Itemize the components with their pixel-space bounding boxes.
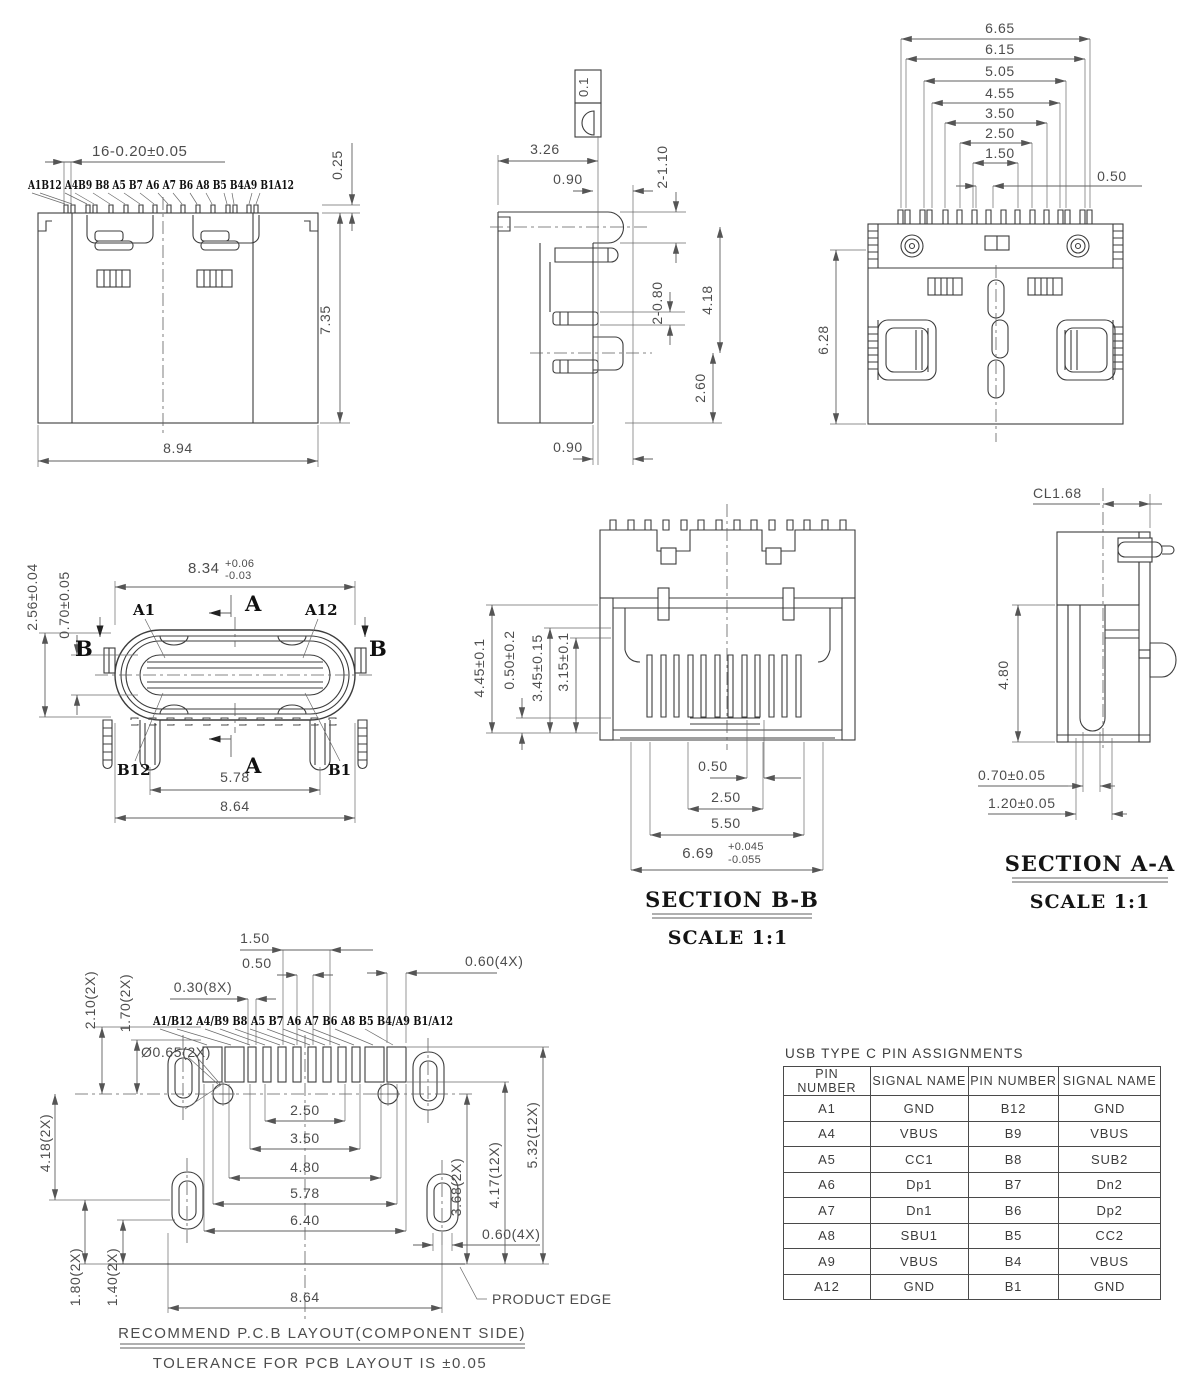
dim-2-60: 2.60 xyxy=(692,373,708,403)
dim-2-50: 2.50 xyxy=(711,789,741,805)
pcb-pad-labels: A1/B12 A4/B9 B8 A5 B7 A6 A7 B6 A8 B5 B4/A9 B1/A12 xyxy=(152,1013,453,1028)
dim-2-56: 2.56±0.04 xyxy=(24,563,40,631)
pin-cell: B7 xyxy=(968,1172,1058,1198)
dim-6-28: 6.28 xyxy=(815,325,831,355)
pin-cell: B12 xyxy=(968,1096,1058,1122)
pin-cell: B8 xyxy=(968,1147,1058,1173)
signal-cell: VBUS xyxy=(870,1121,968,1147)
dim-2-50: 2.50 xyxy=(290,1102,320,1118)
dim-3-50: 3.50 xyxy=(985,105,1015,121)
dim-2-10-2x: 2.10(2X) xyxy=(82,970,98,1030)
section-bb-geometry xyxy=(600,504,855,750)
pin-cell: A7 xyxy=(784,1198,871,1224)
pin-labels-row: A1B12 A4B9 B8 A5 B7 A6 A7 B6 A8 B5 B4A9 B1A12 xyxy=(27,177,295,192)
product-edge-label: PRODUCT EDGE xyxy=(492,1291,612,1307)
table-row xyxy=(784,1147,1161,1173)
dim-6-40: 6.40 xyxy=(290,1212,320,1228)
section-b-label-right: B xyxy=(369,636,387,661)
dim-8-64: 8.64 xyxy=(220,798,250,814)
signal-cell: VBUS xyxy=(1059,1121,1161,1147)
side-view-dimensions xyxy=(498,136,722,465)
dim-1-70-2x: 1.70(2X) xyxy=(117,973,133,1033)
view-rear xyxy=(815,10,1200,460)
table-row xyxy=(784,1121,1161,1147)
dim-hole-0-65: Ø0.65(2X) xyxy=(141,1044,211,1060)
table-row xyxy=(784,1198,1161,1224)
view-front xyxy=(25,525,410,840)
view-pcb-layout xyxy=(35,925,620,1385)
section-bb-scale: SCALE 1:1 xyxy=(667,927,789,949)
top-view-geometry xyxy=(38,197,318,435)
dim-0-90-top: 0.90 xyxy=(553,171,583,187)
pin-cell: A12 xyxy=(784,1274,871,1300)
section-a-label-bottom: A xyxy=(245,753,262,778)
section-aa-scale: SCALE 1:1 xyxy=(1029,891,1151,913)
dim-6-69: 6.69 xyxy=(682,845,714,862)
pin-a12-label: A12 xyxy=(305,601,338,619)
section-b-label-left: B xyxy=(75,636,93,661)
view-top xyxy=(20,135,370,475)
rear-view-height-dim xyxy=(830,250,866,424)
signal-cell: CC2 xyxy=(1059,1223,1161,1249)
col-header-signal-1: SIGNAL NAME xyxy=(870,1067,968,1096)
pin-cell: A6 xyxy=(784,1172,871,1198)
dim-5-05: 5.05 xyxy=(985,63,1015,79)
pin-cell: B1 xyxy=(968,1274,1058,1300)
rear-view-geometry xyxy=(868,210,1123,442)
dim-3-68-2x: 3.68(2X) xyxy=(448,1157,464,1217)
signal-cell: GND xyxy=(1059,1274,1161,1300)
dim-6-69-plus: +0.045 xyxy=(728,841,764,853)
pin-table-title: USB TYPE C PIN ASSIGNMENTS xyxy=(785,1046,1024,1061)
table-header-row xyxy=(784,1067,1161,1096)
dim-6-15: 6.15 xyxy=(985,41,1015,57)
dim-5-78: 5.78 xyxy=(290,1185,320,1201)
signal-cell: Dp1 xyxy=(870,1172,968,1198)
dim-0-50: 0.50 xyxy=(1097,168,1127,184)
gdt-flatness-value: 0.1 xyxy=(576,77,591,97)
dim-pitch: 16-0.20±0.05 xyxy=(92,143,188,160)
pin-assignment-table xyxy=(783,1046,1161,1300)
dim-cl-1-68: CL1.68 xyxy=(1033,485,1082,501)
dim-8-64: 8.64 xyxy=(290,1289,320,1305)
dim-0-50: 0.50 xyxy=(242,955,272,971)
col-header-signal-2: SIGNAL NAME xyxy=(1059,1067,1161,1096)
signal-cell: Dp2 xyxy=(1059,1198,1161,1224)
dim-3-45: 3.45±0.15 xyxy=(529,634,545,702)
dim-7-35: 7.35 xyxy=(317,305,333,335)
signal-cell: VBUS xyxy=(1059,1249,1161,1275)
dim-0-90-bottom: 0.90 xyxy=(553,439,583,455)
dim-4-45: 4.45±0.1 xyxy=(471,638,487,698)
pin-cell: A8 xyxy=(784,1223,871,1249)
dim-1-20-tol: 1.20±0.05 xyxy=(988,795,1056,811)
dim-4-18: 4.18 xyxy=(699,285,715,315)
dim-1-50: 1.50 xyxy=(240,930,270,946)
section-bb-title: SECTION B-B xyxy=(645,887,819,912)
dim-5-32-12x: 5.32(12X) xyxy=(524,1101,540,1169)
dim-0-50-center: 3.15±0.1 xyxy=(555,632,571,692)
dim-3-50: 3.50 xyxy=(290,1130,320,1146)
dim-1-40-2x: 1.40(2X) xyxy=(104,1247,120,1307)
dim-5-78: 5.78 xyxy=(220,769,250,785)
dim-0-30-8x: 0.30(8X) xyxy=(173,979,233,995)
section-aa-title: SECTION A-A xyxy=(1004,851,1176,876)
pcb-pads xyxy=(203,1047,406,1082)
col-header-pin-2: PIN NUMBER xyxy=(968,1067,1058,1096)
pcb-holes xyxy=(75,1035,473,1320)
signal-cell: GND xyxy=(1059,1096,1161,1122)
signal-cell: VBUS xyxy=(870,1249,968,1275)
dim-1-80-2x: 1.80(2X) xyxy=(67,1247,83,1307)
pin-cell: B5 xyxy=(968,1223,1058,1249)
signal-cell: GND xyxy=(870,1274,968,1300)
section-a-label-top: A xyxy=(245,591,262,616)
dim-0-25: 0.25 xyxy=(329,150,345,180)
table-row xyxy=(784,1249,1161,1275)
table-row xyxy=(784,1223,1161,1249)
table-row xyxy=(784,1096,1161,1122)
signal-cell: Dn2 xyxy=(1059,1172,1161,1198)
pin-cell: A1 xyxy=(784,1096,871,1122)
dim-2-0-80: 2-0.80 xyxy=(649,281,665,325)
dim-0-50: 0.50 xyxy=(698,758,728,774)
dim-8-34-minus: -0.03 xyxy=(225,570,252,582)
dim-4-80: 4.80 xyxy=(995,660,1011,690)
dim-4-17-12x: 4.17(12X) xyxy=(486,1141,502,1209)
pin-cell: A4 xyxy=(784,1121,871,1147)
dim-1-50: 1.50 xyxy=(985,145,1015,161)
pcb-note-2: TOLERANCE FOR PCB LAYOUT IS ±0.05 xyxy=(152,1355,488,1372)
dim-2-50: 2.50 xyxy=(985,125,1015,141)
dim-8-34: 8.34 xyxy=(188,560,220,577)
pin-b12-label: B12 xyxy=(117,761,151,779)
dim-6-69-minus: -0.055 xyxy=(728,854,761,866)
dim-4-80: 4.80 xyxy=(290,1159,320,1175)
signal-cell: Dn1 xyxy=(870,1198,968,1224)
view-section-bb xyxy=(460,500,885,955)
pin-a1-label: A1 xyxy=(133,601,156,619)
pin-cell: B9 xyxy=(968,1121,1058,1147)
side-view-geometry xyxy=(490,212,652,423)
pcb-note-1: RECOMMEND P.C.B LAYOUT(COMPONENT SIDE) xyxy=(118,1325,526,1342)
dim-0-60-4x-top: 0.60(4X) xyxy=(465,953,524,969)
view-section-aa xyxy=(950,480,1200,930)
col-header-pin-1: PIN NUMBER xyxy=(784,1067,871,1096)
view-side xyxy=(490,55,830,480)
signal-cell: CC1 xyxy=(870,1147,968,1173)
table-row xyxy=(784,1172,1161,1198)
dim-8-34-plus: +0.06 xyxy=(225,558,255,570)
dim-5-50: 5.50 xyxy=(711,815,741,831)
pin-cell: A9 xyxy=(784,1249,871,1275)
dim-6-65: 6.65 xyxy=(985,20,1015,36)
dim-0-60-4x-bottom: 0.60(4X) xyxy=(482,1226,541,1242)
dim-4-18-2x: 4.18(2X) xyxy=(37,1113,53,1173)
pin-b1-label: B1 xyxy=(328,761,352,779)
signal-cell: GND xyxy=(870,1096,968,1122)
dim-3-26: 3.26 xyxy=(530,141,560,157)
pin-cell: A5 xyxy=(784,1147,871,1173)
dim-2-1-10: 2-1.10 xyxy=(654,145,670,189)
dim-0-50-tol: 0.50±0.2 xyxy=(501,630,517,690)
dim-0-70-tol: 0.70±0.05 xyxy=(978,767,1046,783)
pin-cell: B6 xyxy=(968,1198,1058,1224)
pin-cell: B4 xyxy=(968,1249,1058,1275)
table-row xyxy=(784,1274,1161,1300)
dim-0-70: 0.70±0.05 xyxy=(56,571,72,639)
section-aa-geometry xyxy=(1057,488,1176,752)
signal-cell: SBU1 xyxy=(870,1223,968,1249)
dim-8-94: 8.94 xyxy=(163,440,193,456)
signal-cell: SUB2 xyxy=(1059,1147,1161,1173)
dim-4-55: 4.55 xyxy=(985,85,1015,101)
